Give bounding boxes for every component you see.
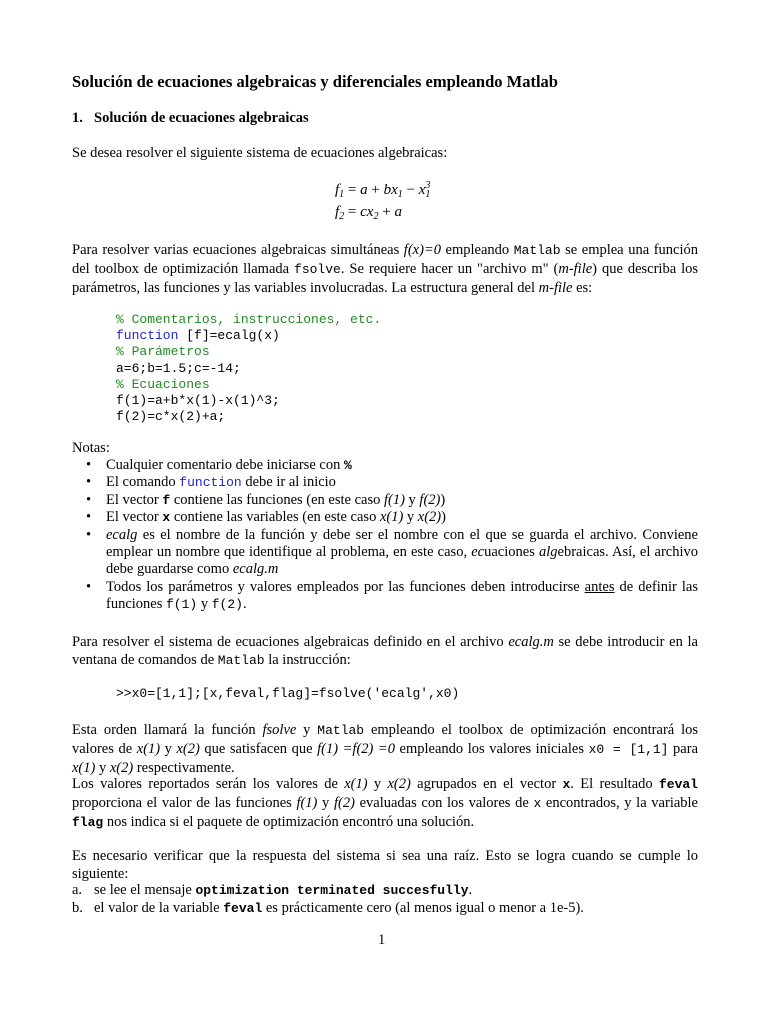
paragraph-fsolve-intro: Para resolver varias ecuaciones algebraicas simultáneas f(x)=0 empleando Matlab se emplea una función del toolbox de optimización llamada fsolve. Se requiere hacer un "archivo m" (m-file) que describa los parámetros, las funciones y las variables involucradas. La estructura general del m-file es:: [72, 242, 698, 296]
list-item: • Cualquier comentario debe iniciarse con %: [86, 457, 352, 473]
code-comment: % Ecuaciones: [116, 376, 210, 392]
mfile-code-block: [116, 312, 381, 425]
list-item: • ecalg es el nombre de la función y debe ser el nombre con el que se guarda el archivo. Conviene emplear un nombre que identifique al problema, en este caso, ecuaciones algebraicas. Así, el archivo debe guardarse como ecalg.m: [86, 526, 699, 578]
fsolve-command: >>x0=[1,1];[x,feval,flag]=fsolve('ecalg',x0): [116, 686, 460, 701]
code-comment: % Parámetros: [116, 344, 210, 360]
equation-1: $f_1 = a + bx_1 - x_1^3$: [335, 180, 431, 200]
document-title: Solución de ecuaciones algebraicas y diferenciales empleando Matlab: [72, 72, 558, 91]
code-line: a=6;b=1.5;c=-14;: [116, 360, 241, 376]
notes-list: [86, 457, 698, 614]
section-number: 1.: [72, 110, 83, 126]
section-heading: [72, 110, 309, 127]
paragraph-results: Los valores reportados serán los valores de x(1) y x(2) agrupados en el vector x. El resultado feval proporciona el valor de las funciones f(1) y f(2) evaluadas con los valores de x encontrados, y la variable flag nos indica si el paquete de optimización encontró una solución.: [72, 776, 698, 830]
list-item: • El vector x contiene las variables (en este caso x(1) y x(2)): [86, 509, 446, 526]
list-item-a: a. se lee el mensaje optimization terminated succesfully.: [72, 882, 473, 898]
list-item: • El comando function debe ir al inicio: [86, 474, 336, 491]
section-title: Solución de ecuaciones algebraicas: [94, 110, 309, 126]
page-number: 1: [378, 932, 386, 948]
paragraph-fsolve-explanation: Esta orden llamará la función fsolve y Matlab empleando el toolbox de optimización encontrará los valores de x(1) y x(2) que satisfacen que f(1) =f(2) =0 empleando los valores iniciales x0 = [1,1] para x(1) y x(2) respectivamente.: [72, 722, 699, 776]
paragraph-solve-instruction: Para resolver el sistema de ecuaciones algebraicas definido en el archivo ecalg.m se debe introducir en la ventana de comandos de Matlab la instrucción:: [72, 634, 698, 668]
list-item-b: b. el valor de la variable feval es prácticamente cero (al menos igual o menor a 1e-5).: [72, 900, 584, 916]
code-line: f(2)=c*x(2)+a;: [116, 409, 226, 425]
notes-label: Notas:: [72, 440, 110, 456]
list-item: • Todos los parámetros y valores empleados por las funciones deben introducirse antes de definir las funciones f(1) y f(2).: [86, 578, 698, 613]
list-item: • El vector f contiene las funciones (en este caso f(1) y f(2)): [86, 491, 446, 508]
paragraph-verification: Es necesario verificar que la respuesta del sistema si sea una raíz. Esto se logra cuando se cumple lo siguiente:: [72, 848, 698, 882]
code-line: function [f]=ecalg(x): [116, 328, 280, 344]
code-line: f(1)=a+b*x(1)-x(1)^3;: [116, 393, 280, 409]
equation-2: $f_2 = cx_2 + a$: [335, 204, 402, 222]
code-comment: % Comentarios, instrucciones, etc.: [116, 312, 382, 327]
intro-paragraph: Se desea resolver el siguiente sistema de ecuaciones algebraicas:: [72, 145, 448, 161]
